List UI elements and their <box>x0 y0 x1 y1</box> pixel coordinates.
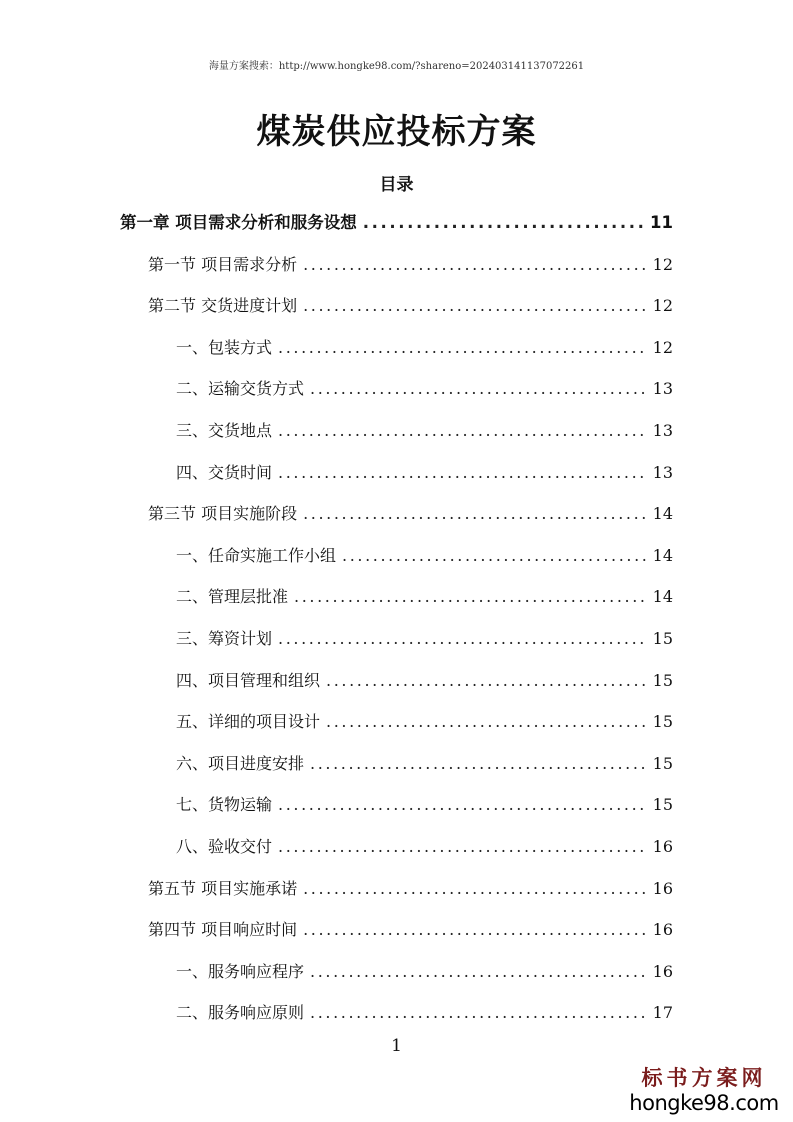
toc-entry-page: 16 <box>652 920 673 940</box>
toc-entry-page: 16 <box>652 836 673 856</box>
toc-entry-page: 12 <box>652 296 673 316</box>
toc-entry-text: 二、管理层批准 <box>176 587 289 607</box>
toc-entry-page: 16 <box>652 878 673 898</box>
toc-entry-subsection[interactable] <box>0 951 793 993</box>
toc-entry-subsection[interactable] <box>0 535 793 577</box>
toc-leader-dots <box>278 618 647 660</box>
toc-leader-dots <box>278 410 647 452</box>
toc-entry-subsection[interactable] <box>0 618 793 660</box>
toc-entry-text: 第二节 交货进度计划 <box>148 296 298 316</box>
toc-leader-dots <box>278 826 647 868</box>
page-number: 1 <box>391 1036 402 1056</box>
toc-entry-subsection[interactable] <box>0 452 793 494</box>
toc-leader-dots <box>310 992 647 1034</box>
toc-leader-dots <box>303 909 647 951</box>
toc-leader-dots <box>278 784 647 826</box>
toc-leader-dots <box>303 868 647 910</box>
toc-entry-subsection[interactable] <box>0 410 793 452</box>
toc-entry-page: 14 <box>652 504 673 524</box>
toc-entry-page: 12 <box>652 254 673 274</box>
toc-entry-page: 13 <box>652 379 673 399</box>
toc-leader-dots <box>303 244 647 286</box>
toc-entry-text: 三、筹资计划 <box>176 628 273 648</box>
toc-entry-page: 13 <box>652 420 673 440</box>
toc-entry-text: 二、运输交货方式 <box>176 379 305 399</box>
toc-entry-section-1[interactable] <box>0 244 793 286</box>
toc-entry-text: 第三节 项目实施阶段 <box>148 504 298 524</box>
watermark-url-text: hongke98.com <box>629 1091 779 1115</box>
toc-entry-page: 15 <box>652 753 673 773</box>
toc-leader-dots <box>363 202 644 244</box>
toc-leader-dots <box>303 285 647 327</box>
watermark-brand-text: 标书方案网 <box>641 1066 767 1090</box>
toc-entry-subsection[interactable] <box>0 701 793 743</box>
toc-entry-page: 13 <box>652 462 673 482</box>
toc-entry-text: 一、任命实施工作小组 <box>176 545 337 565</box>
toc-entry-page: 14 <box>652 587 673 607</box>
toc-entry-page: 15 <box>652 628 673 648</box>
toc-entry-text: 五、详细的项目设计 <box>176 712 321 732</box>
toc-entry-subsection[interactable] <box>0 743 793 785</box>
toc-entry-page: 16 <box>652 961 673 981</box>
toc-leader-dots <box>326 701 647 743</box>
toc-entry-subsection[interactable] <box>0 327 793 369</box>
toc-leader-dots <box>310 743 647 785</box>
header-source-line: 海量方案搜索：http://www.hongke98.com/?shareno=202403141137072261 <box>208 61 585 72</box>
toc-heading: 目录 <box>379 175 414 195</box>
toc-entry-text: 三、交货地点 <box>176 420 273 440</box>
toc-entry-section-2[interactable] <box>0 285 793 327</box>
toc-entry-text: 第四节 项目响应时间 <box>148 920 298 940</box>
toc-entry-text: 八、验收交付 <box>176 836 273 856</box>
toc-leader-dots <box>278 452 647 494</box>
toc-entry-section-3[interactable] <box>0 493 793 535</box>
toc-leader-dots <box>342 535 647 577</box>
toc-entry-subsection[interactable] <box>0 368 793 410</box>
toc-entry-page: 14 <box>652 545 673 565</box>
toc-entry-text: 第一章 项目需求分析和服务设想 <box>120 213 357 232</box>
toc-leader-dots <box>278 327 647 369</box>
toc-entry-text: 六、项目进度安排 <box>176 753 305 773</box>
toc-entry-page: 15 <box>652 712 673 732</box>
toc-entry-subsection[interactable] <box>0 992 793 1034</box>
toc-entry-section-5[interactable] <box>0 868 793 910</box>
toc-entry-page: 12 <box>652 337 673 357</box>
document-title: 煤炭供应投标方案 <box>256 112 537 152</box>
toc-entry-text: 一、包装方式 <box>176 337 273 357</box>
toc-entry-page: 15 <box>652 670 673 690</box>
toc-entry-subsection[interactable] <box>0 826 793 868</box>
toc-entry-text: 二、服务响应原则 <box>176 1003 305 1023</box>
watermark-logo <box>629 1066 779 1116</box>
toc-entry-text: 一、服务响应程序 <box>176 961 305 981</box>
toc-entry-page: 17 <box>652 1003 673 1023</box>
toc-entry-page: 11 <box>650 213 673 232</box>
toc-entry-text: 四、项目管理和组织 <box>176 670 321 690</box>
toc-entry-page: 15 <box>652 795 673 815</box>
toc-entry-subsection[interactable] <box>0 660 793 702</box>
table-of-contents <box>0 202 793 1034</box>
toc-entry-chapter-1[interactable] <box>0 202 793 244</box>
toc-leader-dots <box>310 951 647 993</box>
toc-entry-subsection[interactable] <box>0 576 793 618</box>
toc-entry-subsection[interactable] <box>0 784 793 826</box>
toc-entry-text: 七、货物运输 <box>176 795 273 815</box>
toc-leader-dots <box>326 660 647 702</box>
toc-entry-text: 四、交货时间 <box>176 462 273 482</box>
toc-leader-dots <box>303 493 647 535</box>
toc-leader-dots <box>310 368 647 410</box>
toc-entry-text: 第一节 项目需求分析 <box>148 254 298 274</box>
toc-leader-dots <box>294 576 647 618</box>
toc-entry-text: 第五节 项目实施承诺 <box>148 878 298 898</box>
toc-entry-section-4[interactable] <box>0 909 793 951</box>
